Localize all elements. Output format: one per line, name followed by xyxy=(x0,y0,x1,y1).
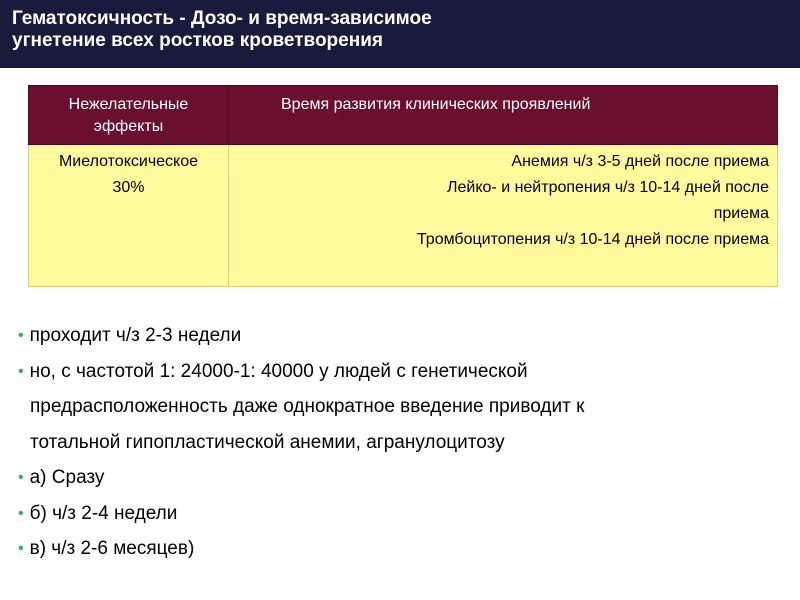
bullet-item xyxy=(18,354,788,390)
bullet-item xyxy=(18,531,788,567)
slide-title-line-2: угнетение всех ростков кроветворения xyxy=(12,30,383,51)
bullet-dot-icon: • xyxy=(18,327,24,344)
cell-onset-time xyxy=(229,145,778,287)
bullet-text: в) ч/з 2-6 месяцев) xyxy=(29,538,195,559)
cell-effect xyxy=(29,145,229,287)
cell-effect-line: 30% xyxy=(112,179,145,196)
cell-time-line: Тромбоцитопения ч/з 10-14 дней после приема xyxy=(416,231,769,248)
bullet-continuation xyxy=(18,389,788,425)
bullet-dot-icon: • xyxy=(18,540,24,557)
bullet-text: предрасположенность даже однократное введение приводит к xyxy=(30,396,585,417)
bullet-item xyxy=(18,318,788,354)
bullet-text: а) Сразу xyxy=(29,467,105,488)
bullet-text: проходит ч/з 2-3 недели xyxy=(29,325,242,346)
bullet-dot-icon: • xyxy=(18,504,24,522)
table-header-row xyxy=(29,86,778,145)
cell-time-line: Анемия ч/з 3-5 дней после приема xyxy=(511,153,769,170)
slide-title-bar xyxy=(0,0,800,68)
side-effects-table xyxy=(28,85,778,287)
slide-title-line-1: Гематоксичность - Дозо- и время-зависимое xyxy=(12,8,432,29)
cell-effect-line: Миелотоксическое xyxy=(58,153,199,170)
header-adverse-effects-line-2: эффекты xyxy=(93,118,164,135)
bullet-dot-icon: • xyxy=(18,362,24,380)
bullet-text: б) ч/з 2-4 недели xyxy=(29,502,178,524)
header-adverse-effects xyxy=(29,86,229,145)
table-row xyxy=(29,145,778,287)
bullet-dot-icon: • xyxy=(18,469,24,486)
bullet-item xyxy=(18,496,788,532)
bullet-continuation xyxy=(18,425,788,461)
bullet-item xyxy=(18,460,788,496)
header-onset-time: Время развития клинических проявлений xyxy=(229,86,778,145)
cell-time-line: Лейко- и нейтропения ч/з 10-14 дней после xyxy=(447,179,769,196)
header-adverse-effects-line-1: Нежелательные xyxy=(68,96,189,113)
bullet-text: тотальной гипопластической анемии, агранулоцитозу xyxy=(30,431,505,453)
cell-time-line: приема xyxy=(713,205,769,222)
bullet-list xyxy=(18,318,788,567)
bullet-text: но, с частотой 1: 24000-1: 40000 у людей с генетической xyxy=(29,360,528,382)
